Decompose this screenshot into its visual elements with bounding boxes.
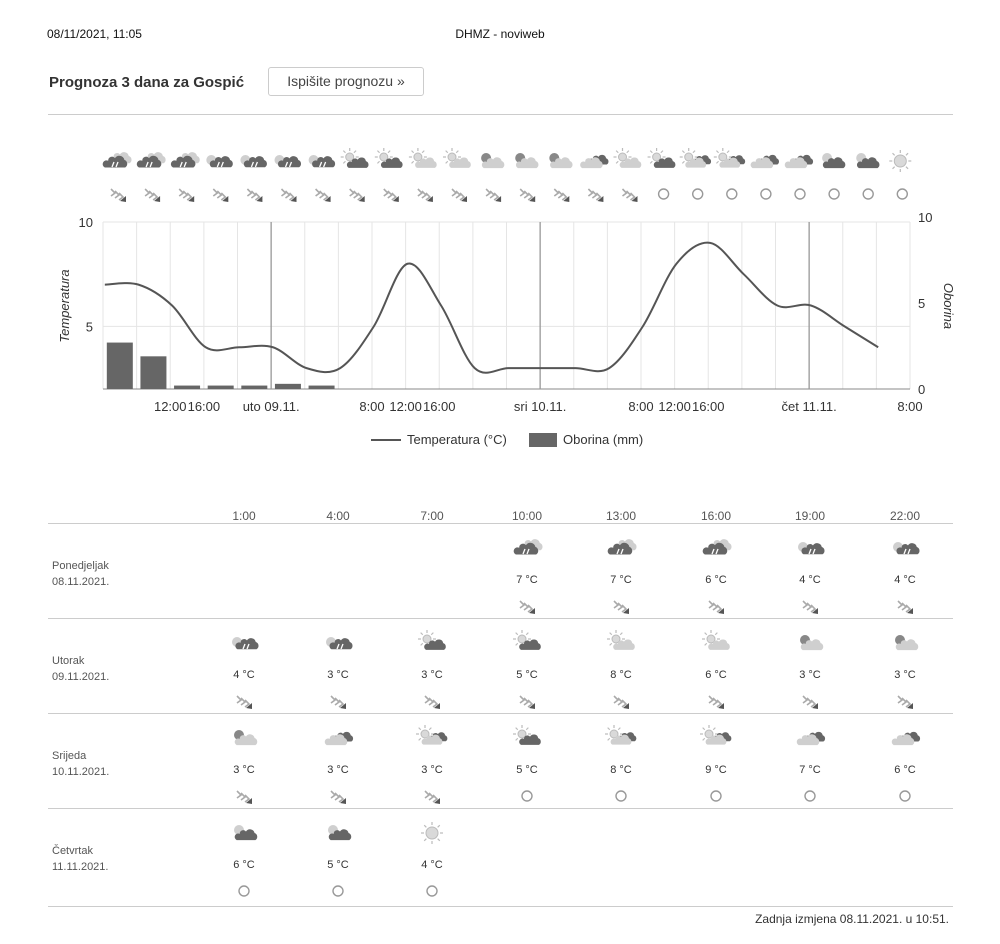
temperature-value: 8 °C (610, 669, 632, 681)
temperature-value: 5 °C (516, 764, 538, 776)
forecast-cell (770, 714, 850, 809)
forecast-cell (392, 809, 472, 904)
print-forecast-button[interactable]: Ispišite prognozu » (268, 67, 424, 96)
forecast-cell (581, 714, 661, 809)
day-date: 10.11.2021. (52, 766, 110, 778)
legend-precipitation[interactable] (529, 432, 643, 447)
sun-cloud-light-icon (443, 148, 471, 168)
wind-icon (554, 189, 569, 202)
wind-icon (384, 189, 399, 202)
day-label (52, 653, 109, 685)
forecast-cell (204, 809, 284, 904)
calm-icon (659, 189, 669, 199)
partly-cloudy-icon (226, 723, 262, 753)
precipitation-bar (275, 384, 301, 389)
precipitation-bar (241, 386, 267, 389)
cloud-rain-icon (509, 533, 545, 563)
wind-icon (247, 189, 262, 202)
forecast-cell (581, 619, 661, 714)
x-tick-label: 12:00 (153, 399, 187, 414)
day-date: 11.11.2021. (52, 861, 109, 873)
temperature-value: 4 °C (799, 574, 821, 586)
sun-cloud-icon (341, 148, 369, 168)
sun-cloudy-icon (680, 148, 711, 168)
calm-icon (829, 189, 839, 199)
cloud-rain-icon (603, 533, 639, 563)
wind-icon (350, 189, 365, 202)
sun-cloud-rain-icon (309, 155, 336, 167)
sun-cloud-icon (375, 148, 403, 168)
cloudy-icon (887, 723, 923, 753)
sun-cloud-light-icon (614, 148, 642, 168)
precipitation-bar (309, 386, 335, 389)
wind-icon (895, 598, 915, 614)
cloudy-icon (751, 155, 779, 168)
partly-cloudy-icon (481, 153, 504, 168)
wind-icon (234, 788, 254, 804)
calm-icon (517, 788, 537, 804)
cloudy-icon (792, 723, 828, 753)
forecast-cell (865, 714, 945, 809)
wind-icon (520, 189, 535, 202)
calm-icon (328, 883, 348, 899)
y2-axis-title: Oborina (941, 282, 956, 330)
partly-cloudy-icon (792, 628, 828, 658)
forecast-cell (298, 809, 378, 904)
temperature-value: 3 °C (327, 764, 349, 776)
forecast-cell (770, 619, 850, 714)
calm-icon (727, 189, 737, 199)
wind-icon (282, 189, 297, 202)
sun-cloud-icon (509, 628, 545, 658)
y2-tick-label: 10 (918, 210, 933, 225)
table-row (48, 808, 953, 904)
sun-cloud-rain-icon (240, 155, 267, 167)
x-tick-label: 16:00 (187, 399, 221, 414)
partly-cloudy-dark-icon (226, 818, 262, 848)
temperature-value: 6 °C (233, 859, 255, 871)
forecast-cell (581, 524, 661, 619)
table-row (48, 618, 953, 714)
temperature-value: 5 °C (327, 859, 349, 871)
temperature-value: 4 °C (894, 574, 916, 586)
print-datetime: 08/11/2021, 11:05 (47, 27, 142, 41)
sun-cloud-icon (414, 628, 450, 658)
wind-icon (422, 788, 442, 804)
calm-icon (422, 883, 442, 899)
table-row (48, 713, 953, 809)
last-modified: Zadnja izmjena 08.11.2021. u 10:51. (755, 912, 949, 926)
x-tick-label: uto 09.11. (242, 399, 300, 414)
calm-icon (800, 788, 820, 804)
time-header: 1:00 (232, 509, 256, 523)
partly-cloudy-icon (887, 628, 923, 658)
sun-cloud-icon (509, 723, 545, 753)
wind-icon (213, 189, 228, 202)
time-header: 13:00 (605, 509, 637, 523)
partly-cloudy-icon (549, 153, 572, 168)
forecast-cell (770, 524, 850, 619)
calm-icon (693, 189, 703, 199)
sun-cloud-rain-icon (320, 628, 356, 658)
chart-grid (103, 222, 910, 389)
forecast-cell (204, 619, 284, 714)
day-name: Srijeda (52, 750, 87, 762)
sun-icon (889, 150, 911, 172)
wind-icon (517, 693, 537, 709)
x-tick-label: sri 10.11. (513, 399, 567, 414)
sun-icon (414, 818, 450, 848)
y2-tick-label: 5 (918, 296, 926, 311)
sun-cloud-rain-icon (887, 533, 923, 563)
wind-icon (422, 693, 442, 709)
x-tick-label: 8:00 (359, 399, 385, 414)
cloud-rain-icon (137, 152, 166, 167)
temperature-value: 4 °C (421, 859, 443, 871)
wind-icon (234, 693, 254, 709)
calm-icon (761, 189, 771, 199)
x-tick-label: čet 11.11. (781, 399, 837, 414)
day-label (52, 558, 109, 590)
y-tick-label: 5 (85, 319, 93, 335)
calm-icon (611, 788, 631, 804)
sun-cloudy-icon (414, 723, 450, 753)
wind-icon (486, 189, 501, 202)
x-tick-label: 8:00 (897, 399, 923, 414)
cloud-rain-icon (171, 152, 200, 167)
wind-strip (111, 189, 907, 202)
wind-icon (517, 598, 537, 614)
wind-icon (328, 788, 348, 804)
temperature-value: 7 °C (516, 574, 538, 586)
time-header: 4:00 (326, 509, 350, 523)
table-row (48, 523, 953, 619)
sun-cloud-light-icon (409, 148, 437, 168)
forecast-cell (487, 619, 567, 714)
calm-icon (897, 189, 907, 199)
forecast-cell (865, 619, 945, 714)
day-date: 08.11.2021. (52, 576, 110, 588)
calm-icon (795, 189, 805, 199)
forecast-cell (865, 524, 945, 619)
sun-cloudy-icon (698, 723, 734, 753)
time-header: 7:00 (420, 509, 444, 523)
wind-icon (316, 189, 331, 202)
forecast-cell (298, 619, 378, 714)
y-tick-label: 10 (78, 215, 93, 230)
wind-icon (418, 189, 433, 202)
day-label (52, 748, 109, 780)
forecast-cell (676, 619, 756, 714)
partly-cloudy-dark-icon (320, 818, 356, 848)
temperature-value: 8 °C (610, 764, 632, 776)
temperature-value: 3 °C (233, 764, 255, 776)
forecast-cell (298, 714, 378, 809)
calm-icon (863, 189, 873, 199)
wind-icon (611, 598, 631, 614)
legend-precipitation-label: Oborina (mm) (563, 432, 644, 447)
forecast-cell (392, 714, 472, 809)
cloud-rain-icon (103, 152, 132, 167)
x-tick-label: 8:00 (628, 399, 654, 414)
sun-cloud-icon (648, 148, 676, 168)
sun-cloud-rain-icon (206, 155, 233, 167)
x-tick-label: 12:00 (389, 399, 422, 414)
time-header: 19:00 (794, 509, 826, 523)
sun-cloud-light-icon (698, 628, 734, 658)
partly-cloudy-dark-icon (822, 153, 845, 168)
time-header: 22:00 (889, 509, 921, 523)
wind-icon (588, 189, 603, 202)
partly-cloudy-icon (515, 153, 538, 168)
temperature-value: 6 °C (705, 669, 727, 681)
temperature-value: 3 °C (327, 669, 349, 681)
sun-cloud-rain-icon (275, 155, 302, 167)
forecast-cell (204, 714, 284, 809)
legend-line-swatch (371, 438, 401, 442)
day-name: Četvrtak (52, 845, 93, 857)
icon-strip (103, 148, 912, 172)
forecast-cell (487, 714, 567, 809)
wind-icon (611, 693, 631, 709)
day-name: Ponedjeljak (52, 560, 109, 572)
x-tick-label: 16:00 (422, 399, 456, 414)
temperature-value: 9 °C (705, 764, 727, 776)
forecast-cell (676, 714, 756, 809)
divider (48, 906, 953, 907)
forecast-chart (0, 130, 1000, 430)
forecast-cell (487, 524, 567, 619)
temperature-value: 5 °C (516, 669, 538, 681)
calm-icon (895, 788, 915, 804)
sun-cloud-rain-icon (792, 533, 828, 563)
wind-icon (328, 693, 348, 709)
time-header: 10:00 (511, 509, 543, 523)
forecast-cell (676, 524, 756, 619)
precipitation-bar (174, 386, 200, 389)
temperature-value: 7 °C (610, 574, 632, 586)
precipitation-bar (140, 356, 166, 389)
x-tick-label: 12:00 (658, 399, 691, 414)
temperature-value: 7 °C (799, 764, 821, 776)
sun-cloudy-icon (714, 148, 745, 168)
day-date: 09.11.2021. (52, 671, 110, 683)
legend-bar-swatch (529, 433, 557, 447)
y2-tick-label: 0 (918, 382, 926, 397)
legend-temperature-label: Temperatura (°C) (407, 432, 507, 447)
cloud-rain-icon (698, 533, 734, 563)
sun-cloudy-icon (603, 723, 639, 753)
divider (48, 114, 953, 115)
wind-icon (706, 693, 726, 709)
time-header: 16:00 (700, 509, 732, 523)
day-label (52, 843, 108, 875)
sun-cloud-rain-icon (226, 628, 262, 658)
print-site-title: DHMZ - noviweb (455, 27, 545, 41)
temperature-value: 4 °C (233, 669, 255, 681)
wind-icon (623, 189, 638, 202)
wind-icon (179, 189, 194, 202)
forecast-cell (392, 619, 472, 714)
page-title: Prognoza 3 dana za Gospić (49, 74, 245, 91)
y-axis-title: Temperatura (57, 269, 72, 343)
temperature-value: 3 °C (799, 669, 821, 681)
sun-cloud-light-icon (603, 628, 639, 658)
wind-icon (800, 598, 820, 614)
wind-icon (452, 189, 467, 202)
precipitation-bar (107, 343, 133, 389)
temperature-value: 6 °C (894, 764, 916, 776)
partly-cloudy-dark-icon (856, 153, 879, 168)
legend-temperature[interactable] (371, 432, 507, 447)
temperature-value: 3 °C (421, 764, 443, 776)
cloudy-icon (580, 155, 608, 168)
cloudy-icon (785, 155, 813, 168)
temperature-line (105, 243, 878, 373)
precipitation-bar (208, 386, 234, 389)
wind-icon (111, 189, 126, 202)
wind-icon (895, 693, 915, 709)
temperature-value: 3 °C (894, 669, 916, 681)
temperature-value: 3 °C (421, 669, 443, 681)
calm-icon (706, 788, 726, 804)
temperature-value: 6 °C (705, 574, 727, 586)
wind-icon (800, 693, 820, 709)
calm-icon (234, 883, 254, 899)
wind-icon (706, 598, 726, 614)
day-name: Utorak (52, 655, 85, 667)
cloudy-icon (320, 723, 356, 753)
wind-icon (145, 189, 160, 202)
x-tick-label: 16:00 (691, 399, 725, 414)
